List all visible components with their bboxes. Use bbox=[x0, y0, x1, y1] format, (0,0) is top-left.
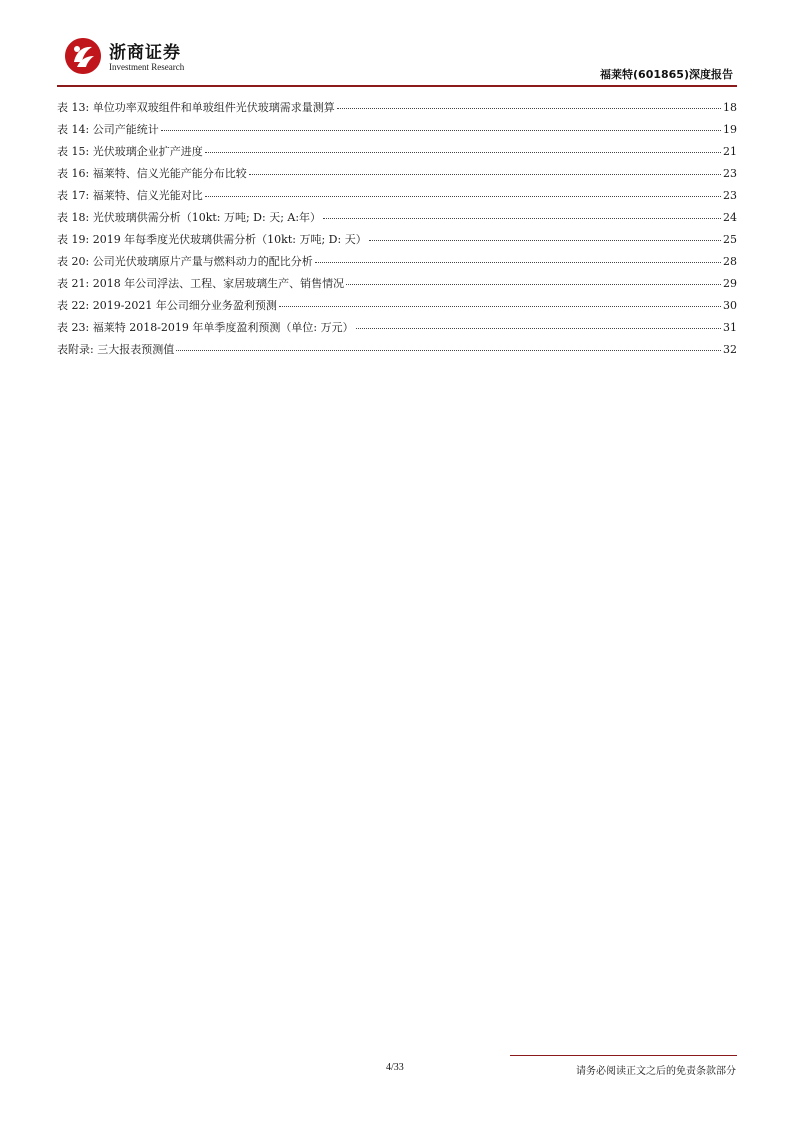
toc-entry[interactable] bbox=[57, 143, 737, 165]
toc-leader-dots bbox=[337, 107, 721, 109]
toc-entry-label: 表 18: 光伏玻璃供需分析（10kt: 万吨; D: 天; A:年） bbox=[57, 211, 322, 224]
toc-leader-dots bbox=[279, 305, 721, 307]
toc-entry-label: 表 21: 2018 年公司浮法、工程、家居玻璃生产、销售情况 bbox=[57, 277, 345, 290]
toc-leader-dots bbox=[249, 173, 721, 175]
toc-entry[interactable] bbox=[57, 275, 737, 297]
toc-entry-label: 表 22: 2019-2021 年公司细分业务盈利预测 bbox=[57, 299, 277, 312]
toc-entry-page: 31 bbox=[723, 321, 737, 334]
toc-entry-page: 32 bbox=[723, 343, 737, 356]
toc-entry-page: 24 bbox=[723, 211, 737, 224]
toc-entry[interactable] bbox=[57, 341, 737, 363]
toc-entry-label: 表 23: 福莱特 2018-2019 年单季度盈利预测（单位: 万元） bbox=[57, 321, 354, 334]
toc-entry-page: 28 bbox=[723, 255, 737, 268]
toc-entry[interactable] bbox=[57, 253, 737, 275]
logo-english-name: Investment Research bbox=[109, 62, 185, 72]
page-number: 4/33 bbox=[386, 1062, 404, 1073]
toc-entry[interactable] bbox=[57, 121, 737, 143]
toc-leader-dots bbox=[369, 239, 721, 241]
report-title: 福莱特(601865)深度报告 bbox=[600, 68, 733, 81]
toc-entry-page: 30 bbox=[723, 299, 737, 312]
toc-entry-page: 23 bbox=[723, 189, 737, 202]
toc-entry-label: 表附录: 三大报表预测值 bbox=[57, 343, 175, 356]
toc-entry-page: 23 bbox=[723, 167, 737, 180]
disclaimer-text: 请务必阅读正文之后的免责条款部分 bbox=[576, 1066, 736, 1077]
toc-entry-label: 表 16: 福莱特、信义光能产能分布比较 bbox=[57, 167, 247, 180]
toc-entry-label: 表 20: 公司光伏玻璃原片产量与燃料动力的配比分析 bbox=[57, 255, 313, 268]
toc-leader-dots bbox=[176, 349, 721, 351]
toc-entry-label: 表 13: 单位功率双玻组件和单玻组件光伏玻璃需求量测算 bbox=[57, 101, 335, 114]
toc-leader-dots bbox=[315, 261, 721, 263]
toc-entry[interactable] bbox=[57, 319, 737, 341]
toc-leader-dots bbox=[346, 283, 721, 285]
header-divider bbox=[57, 85, 737, 87]
toc-entry[interactable] bbox=[57, 209, 737, 231]
toc-leader-dots bbox=[161, 129, 721, 131]
footer-divider bbox=[510, 1055, 737, 1056]
logo-chinese-name: 浙商证券 bbox=[109, 43, 181, 63]
toc-entry-page: 29 bbox=[723, 277, 737, 290]
toc-entry-page: 18 bbox=[723, 101, 737, 114]
page-header bbox=[57, 28, 737, 86]
toc-entry[interactable] bbox=[57, 297, 737, 319]
toc-leader-dots bbox=[323, 217, 721, 219]
toc-entry[interactable] bbox=[57, 165, 737, 187]
toc-entry[interactable] bbox=[57, 231, 737, 253]
toc-entry-page: 19 bbox=[723, 123, 737, 136]
toc-entry[interactable] bbox=[57, 99, 737, 121]
toc-entry-label: 表 17: 福莱特、信义光能对比 bbox=[57, 189, 203, 202]
toc-entry-page: 25 bbox=[723, 233, 737, 246]
table-of-tables bbox=[57, 99, 737, 363]
toc-entry-label: 表 15: 光伏玻璃企业扩产进度 bbox=[57, 145, 203, 158]
toc-entry-label: 表 19: 2019 年每季度光伏玻璃供需分析（10kt: 万吨; D: 天） bbox=[57, 233, 367, 246]
toc-leader-dots bbox=[205, 151, 721, 153]
toc-leader-dots bbox=[205, 195, 721, 197]
toc-entry-page: 21 bbox=[723, 145, 737, 158]
toc-entry[interactable] bbox=[57, 187, 737, 209]
toc-entry-label: 表 14: 公司产能统计 bbox=[57, 123, 159, 136]
zheshang-securities-logo-icon bbox=[63, 36, 103, 76]
toc-leader-dots bbox=[356, 327, 721, 329]
